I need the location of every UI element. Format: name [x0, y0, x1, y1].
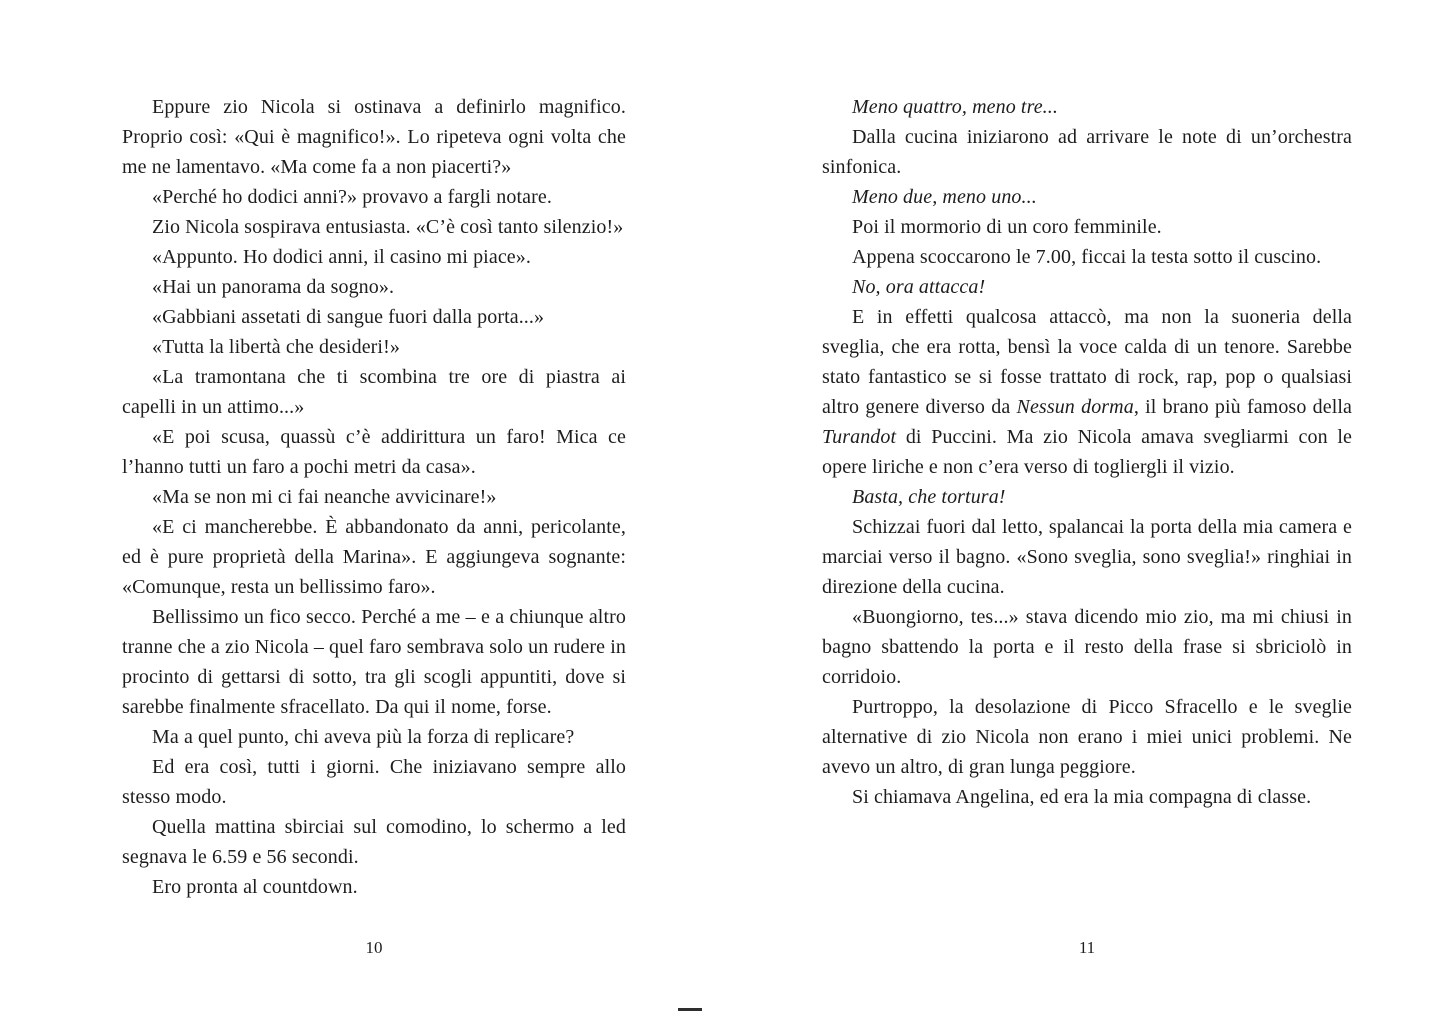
paragraph — [122, 602, 626, 722]
italic-text-segment: No, ora attacca! — [852, 276, 986, 298]
text-segment: «Perché ho dodici anni?» provavo a fargli notare. — [152, 186, 552, 208]
page-right — [822, 92, 1352, 957]
paragraph — [822, 602, 1352, 692]
paragraph — [122, 242, 626, 272]
page-number-right: 11 — [1078, 938, 1096, 957]
text-segment: «Tutta la libertà che desideri!» — [152, 336, 400, 358]
paragraph — [122, 752, 626, 812]
text-segment: Schizzai fuori dal letto, spalancai la porta della mia camera e marciai verso il bagno. «Sono sveglia, sono sveglia!» ringhiai in direzione della cucina. — [822, 516, 1352, 598]
paragraph — [822, 272, 1352, 302]
text-segment: Quella mattina sbirciai sul comodino, lo schermo a led segnava le 6.59 e 56 secondi. — [122, 816, 626, 868]
text-segment: Zio Nicola sospirava entusiasta. «C’è così tanto silenzio!» — [152, 216, 624, 238]
text-segment: di Puccini. Ma zio Nicola amava svegliarmi con le opere liriche e non c’era verso di togliergli il vizio. — [822, 426, 1352, 478]
paragraph — [122, 812, 626, 872]
page-left — [122, 92, 626, 957]
italic-text-segment: Basta, che tortura! — [852, 486, 1006, 508]
text-segment: Purtroppo, la desolazione di Picco Sfracello e le sveglie alternative di zio Nicola non erano i miei unici problemi. Ne avevo un altro, di gran lunga peggiore. — [822, 696, 1352, 778]
italic-text-segment: Turandot — [822, 426, 897, 448]
text-segment: «Ma se non mi ci fai neanche avvicinare!» — [152, 486, 497, 508]
paragraph — [122, 722, 626, 752]
text-segment: «Gabbiani assetati di sangue fuori dalla porta...» — [152, 306, 545, 328]
text-segment: Appena scoccarono le 7.00, ficcai la testa sotto il cuscino. — [852, 246, 1322, 268]
page-number-left: 10 — [365, 938, 383, 957]
paragraph — [122, 482, 626, 512]
text-segment: «Appunto. Ho dodici anni, il casino mi piace». — [152, 246, 531, 268]
paragraph — [822, 482, 1352, 512]
paragraph — [822, 92, 1352, 122]
paragraph — [122, 92, 626, 182]
page-right-text — [822, 92, 1352, 812]
italic-text-segment: Meno due, meno uno... — [852, 186, 1037, 208]
text-segment: Si chiamava Angelina, ed era la mia compagna di classe. — [852, 786, 1312, 808]
text-segment: «Buongiorno, tes...» stava dicendo mio zio, ma mi chiusi in bagno sbattendo la porta e il resto della frase si sbriciolò in corridoio. — [822, 606, 1352, 688]
text-segment: Dalla cucina iniziarono ad arrivare le note di un’orchestra sinfonica. — [822, 126, 1352, 178]
paragraph — [122, 422, 626, 482]
italic-text-segment: Meno quattro, meno tre... — [852, 96, 1058, 118]
text-segment: «Hai un panorama da sogno». — [152, 276, 395, 298]
paragraph — [122, 212, 626, 242]
text-segment: Ero pronta al countdown. — [152, 876, 358, 898]
paragraph — [822, 692, 1352, 782]
italic-text-segment: Nessun dorma — [1016, 396, 1134, 418]
text-segment: Bellissimo un fico secco. Perché a me – e a chiunque altro tranne che a zio Nicola – quel faro sembrava solo un rudere in procinto di gettarsi di sotto, tra gli scogli appuntiti, dove si sarebbe finalmente sfracellato. Da qui il nome, forse. — [122, 606, 626, 718]
paragraph — [122, 362, 626, 422]
text-segment: Ma a quel punto, chi aveva più la forza di replicare? — [152, 726, 575, 748]
paragraph — [822, 212, 1352, 242]
bottom-divider-mark — [678, 1008, 702, 1011]
paragraph — [122, 872, 626, 902]
text-segment: , il brano più famoso della — [1133, 396, 1352, 418]
paragraph — [822, 242, 1352, 272]
text-segment: «E ci mancherebbe. È abbandonato da anni, pericolante, ed è pure proprietà della Marina». E aggiungeva sognante: «Comunque, resta un bellissimo faro». — [122, 516, 626, 598]
text-segment: Eppure zio Nicola si ostinava a definirlo magnifico. Proprio così: «Qui è magnifico!». Lo ripeteva ogni volta che me ne lamentavo. «Ma come fa a non piacerti?» — [122, 96, 626, 178]
paragraph — [122, 182, 626, 212]
paragraph — [122, 302, 626, 332]
text-segment: «E poi scusa, quassù c’è addirittura un faro! Mica ce l’hanno tutti un faro a pochi metri da casa». — [122, 426, 626, 478]
page-left-text — [122, 92, 626, 902]
text-segment: Ed era così, tutti i giorni. Che iniziavano sempre allo stesso modo. — [122, 756, 626, 808]
paragraph — [822, 182, 1352, 212]
paragraph — [122, 512, 626, 602]
text-segment: E in effetti qualcosa attaccò, ma non la suoneria della sveglia, che era rotta, bensì la voce calda di un tenore. Sarebbe stato fantastico se si fosse trattato di rock, rap, pop o qualsiasi altro genere diverso da — [822, 306, 1352, 418]
paragraph — [822, 302, 1352, 482]
paragraph — [822, 512, 1352, 602]
paragraph — [822, 122, 1352, 182]
text-segment: «La tramontana che ti scombina tre ore di piastra ai capelli in un attimo...» — [122, 366, 626, 418]
paragraph — [822, 782, 1352, 812]
text-segment: Poi il mormorio di un coro femminile. — [852, 216, 1162, 238]
paragraph — [122, 332, 626, 362]
paragraph — [122, 272, 626, 302]
